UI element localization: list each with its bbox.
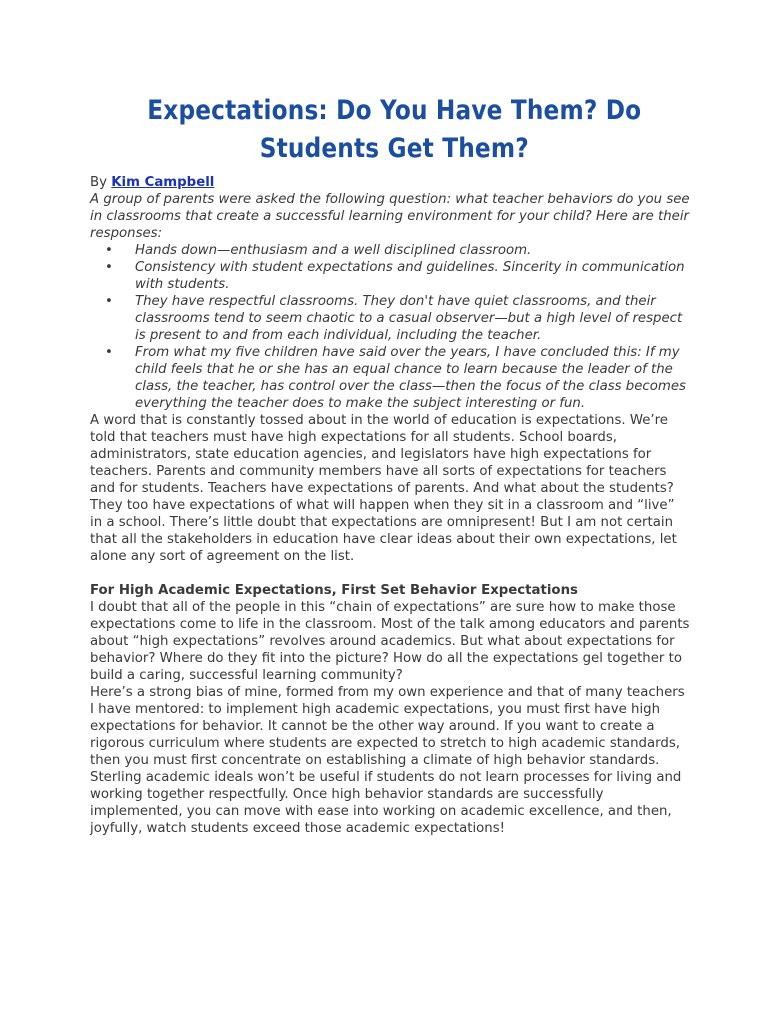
response-text: Hands down—enthusiasm and a well disciplined classroom. (135, 243, 532, 258)
bullet-icon: • (105, 260, 113, 275)
list-item (105, 259, 690, 293)
body-paragraph: I doubt that all of the people in this “chain of expectations” are sure how to make those expectations come to life in the classroom. Most of the talk among educators and parents about “high expectations” revolves around academics. But what about expectations for behavior? Where do they fit into the picture? How do all the expectations gel together to build a caring, successful learning community? (90, 600, 690, 683)
body-paragraph: A word that is constantly tossed about in the world of education is expectations. We’re told that teachers must have high expectations for all students. School boards, administrators, state education agencies, and legislators have high expectations for teachers. Parents and community members have all sorts of expectations for teachers and for students. Teachers have expectations of parents. And what about the students? They too have expectations of what will happen when they sit in a classroom and “live” in a school. There’s little doubt that expectations are omnipresent! But I am not certain that all the stakeholders in education have clear ideas about their own expectations, let alone any sort of agreement on the list. (90, 413, 677, 564)
article (90, 92, 690, 837)
response-text: They have respectful classrooms. They don't have quiet classrooms, and their classrooms tend to seem chaotic to a casual observer—but a high level of respect is present to and from each individual, including the teacher. (135, 294, 683, 343)
byline-prefix: By (90, 175, 112, 190)
body-paragraph: Here’s a strong bias of mine, formed from my own experience and that of many teachers I have mentored: to implement high academic expectations, you must first have high expectations for behavior. It cannot be the other way around. If you want to create a rigorous curriculum where students are expected to stretch to high academic standards, then you must first concentrate on establishing a climate of high behavior standards. Sterling academic ideals won’t be useful if students do not learn processes for living and working together respectfully. Once high behavior standards are successfully implemented, you can move with ease into working on academic excellence, and then, joyfully, watch students exceed those academic expectations! (90, 685, 685, 836)
bullet-icon: • (105, 243, 113, 258)
response-text: Consistency with student expectations and guidelines. Sincerity in communication with students. (135, 260, 685, 292)
list-item (105, 293, 690, 344)
section-heading: For High Academic Expectations, First Set Behavior Expectations (90, 583, 578, 598)
byline (90, 174, 690, 191)
list-item (105, 242, 690, 259)
author-link[interactable]: Kim Campbell (111, 175, 215, 190)
article-title: Expectations: Do You Have Them? Do Students Get Them? (147, 95, 642, 164)
bullet-icon: • (105, 294, 113, 309)
responses-list (90, 242, 690, 412)
intro-text: A group of parents were asked the following question: what teacher behaviors do you see in classrooms that create a successful learning environment for your child? Here are their responses: (90, 192, 690, 241)
list-item (105, 344, 690, 412)
bullet-icon: • (105, 345, 113, 360)
response-text: From what my five children have said over the years, I have concluded this: If my child feels that he or she has an equal chance to learn because the leader of the class, the teacher, has control over the class—then the focus of the class becomes everything the teacher does to make the subject interesting or fun. (135, 345, 686, 411)
